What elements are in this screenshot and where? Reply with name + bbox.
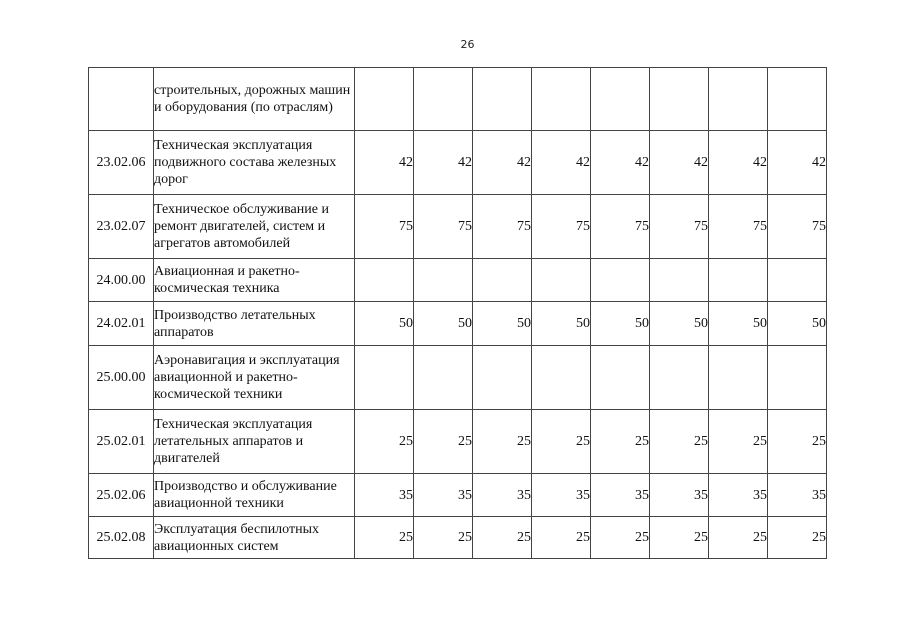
value-cell: 35 xyxy=(650,474,709,517)
value-cell xyxy=(414,259,473,302)
value-cell: 25 xyxy=(355,410,414,474)
value-cell xyxy=(768,68,827,131)
value-cell: 25 xyxy=(414,410,473,474)
value-cell: 25 xyxy=(650,517,709,559)
value-cell: 25 xyxy=(532,517,591,559)
specialty-code: 25.02.01 xyxy=(89,410,154,474)
specialty-code: 24.00.00 xyxy=(89,259,154,302)
specialty-name: Техническое обслуживание и ремонт двигателей, систем и агрегатов автомобилей xyxy=(154,195,355,259)
value-cell: 25 xyxy=(709,410,768,474)
value-cell: 35 xyxy=(473,474,532,517)
value-cell: 35 xyxy=(768,474,827,517)
value-cell xyxy=(355,68,414,131)
table-row xyxy=(89,410,827,474)
specialty-code xyxy=(89,68,154,131)
specialty-code: 25.00.00 xyxy=(89,346,154,410)
table-row xyxy=(89,195,827,259)
value-cell: 42 xyxy=(414,131,473,195)
value-cell: 50 xyxy=(532,302,591,346)
value-cell: 75 xyxy=(355,195,414,259)
table-row xyxy=(89,346,827,410)
specialty-name: Аэронавигация и эксплуатация авиационной и ракетно-космической техники xyxy=(154,346,355,410)
value-cell: 50 xyxy=(650,302,709,346)
value-cell xyxy=(414,68,473,131)
value-cell: 25 xyxy=(591,410,650,474)
value-cell xyxy=(650,346,709,410)
table-row xyxy=(89,474,827,517)
value-cell xyxy=(414,346,473,410)
specialty-name: строительных, дорожных машин и оборудования (по отраслям) xyxy=(154,68,355,131)
value-cell: 25 xyxy=(473,410,532,474)
value-cell: 50 xyxy=(709,302,768,346)
specialty-name: Производство и обслуживание авиационной техники xyxy=(154,474,355,517)
specialty-code: 23.02.06 xyxy=(89,131,154,195)
value-cell: 42 xyxy=(532,131,591,195)
table-body xyxy=(89,68,827,559)
value-cell xyxy=(709,259,768,302)
value-cell: 75 xyxy=(414,195,473,259)
value-cell xyxy=(532,259,591,302)
specialty-name: Авиационная и ракетно-космическая техника xyxy=(154,259,355,302)
value-cell: 25 xyxy=(768,410,827,474)
value-cell: 50 xyxy=(414,302,473,346)
specialty-name: Производство летательных аппаратов xyxy=(154,302,355,346)
value-cell: 75 xyxy=(473,195,532,259)
specialty-code: 25.02.06 xyxy=(89,474,154,517)
table-row xyxy=(89,68,827,131)
specialty-code: 23.02.07 xyxy=(89,195,154,259)
value-cell: 42 xyxy=(768,131,827,195)
specialty-table xyxy=(88,67,827,559)
specialty-name: Техническая эксплуатация летательных аппаратов и двигателей xyxy=(154,410,355,474)
value-cell xyxy=(473,346,532,410)
table-row xyxy=(89,259,827,302)
page-number: 26 xyxy=(460,38,475,51)
value-cell: 35 xyxy=(591,474,650,517)
value-cell: 42 xyxy=(709,131,768,195)
value-cell: 50 xyxy=(591,302,650,346)
value-cell: 25 xyxy=(650,410,709,474)
table-row xyxy=(89,302,827,346)
value-cell xyxy=(768,346,827,410)
table-row xyxy=(89,131,827,195)
value-cell: 25 xyxy=(591,517,650,559)
value-cell: 75 xyxy=(591,195,650,259)
value-cell xyxy=(473,68,532,131)
specialty-name: Эксплуатация беспилотных авиационных систем xyxy=(154,517,355,559)
value-cell xyxy=(355,259,414,302)
specialty-code: 24.02.01 xyxy=(89,302,154,346)
value-cell: 25 xyxy=(473,517,532,559)
value-cell: 42 xyxy=(355,131,414,195)
specialty-code: 25.02.08 xyxy=(89,517,154,559)
value-cell: 25 xyxy=(355,517,414,559)
value-cell: 42 xyxy=(591,131,650,195)
value-cell xyxy=(591,68,650,131)
value-cell xyxy=(650,68,709,131)
value-cell: 50 xyxy=(473,302,532,346)
value-cell xyxy=(768,259,827,302)
value-cell xyxy=(709,68,768,131)
value-cell: 75 xyxy=(709,195,768,259)
value-cell xyxy=(532,68,591,131)
value-cell: 25 xyxy=(532,410,591,474)
value-cell xyxy=(591,346,650,410)
value-cell xyxy=(473,259,532,302)
value-cell xyxy=(355,346,414,410)
value-cell: 75 xyxy=(650,195,709,259)
value-cell xyxy=(650,259,709,302)
value-cell: 35 xyxy=(709,474,768,517)
value-cell xyxy=(709,346,768,410)
specialty-name: Техническая эксплуатация подвижного состава железных дорог xyxy=(154,131,355,195)
value-cell: 75 xyxy=(768,195,827,259)
value-cell: 35 xyxy=(532,474,591,517)
value-cell xyxy=(532,346,591,410)
value-cell: 25 xyxy=(768,517,827,559)
value-cell: 25 xyxy=(414,517,473,559)
value-cell: 25 xyxy=(709,517,768,559)
value-cell: 35 xyxy=(414,474,473,517)
table-row xyxy=(89,517,827,559)
value-cell: 50 xyxy=(355,302,414,346)
value-cell: 35 xyxy=(355,474,414,517)
value-cell: 50 xyxy=(768,302,827,346)
value-cell: 42 xyxy=(473,131,532,195)
value-cell: 75 xyxy=(532,195,591,259)
value-cell xyxy=(591,259,650,302)
value-cell: 42 xyxy=(650,131,709,195)
